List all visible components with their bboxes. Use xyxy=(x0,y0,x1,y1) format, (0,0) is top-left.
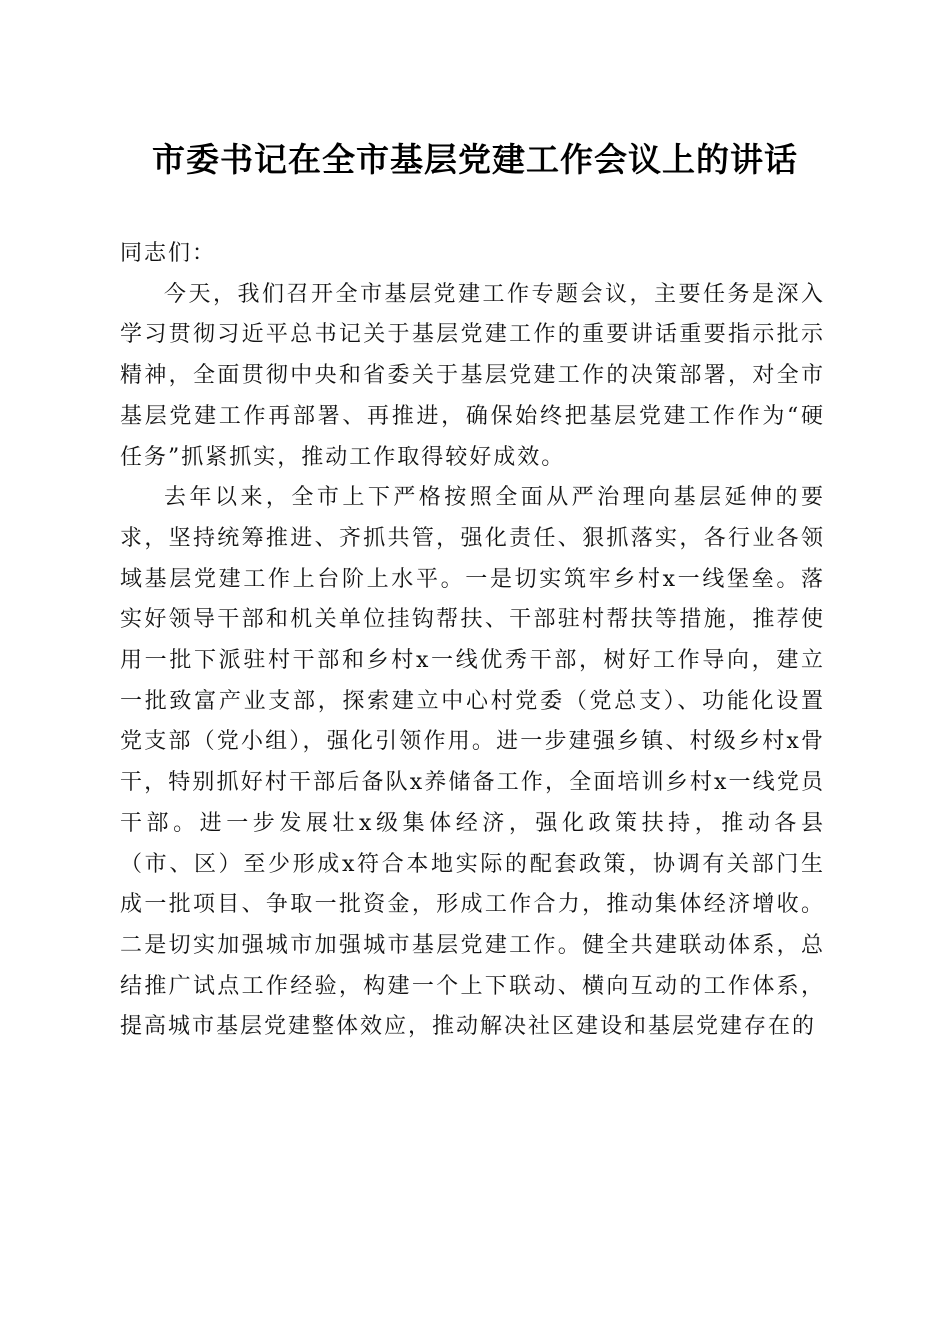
document-title: 市委书记在全市基层党建工作会议上的讲话 xyxy=(152,140,798,179)
salutation: 同志们： xyxy=(120,241,217,266)
paragraph-2: 去年以来，全市上下严格按照全面从严治理向基层延伸的要求，坚持统筹推进、齐抓共管，强化责任、狠抓落实，各行业各领域基层党建工作上台阶上水平。一是切实筑牢乡村x一线堡垒。落实好领导干部和机关单位挂钩帮扶、干部驻村帮扶等措施，推荐使用一批下派驻村干部和乡村x一线优秀干部，树好工作导向，建立一批致富产业支部，探索建立中心村党委（党总支）、功能化设置党支部（党小组），强化引领作用。进一步建强乡镇、村级乡村x骨干，特别抓好村干部后备队x养储备工作，全面培训乡村x一线党员干部。进一步发展壮x级集体经济，强化政策扶持，推动各县（市、区）至少形成x符合本地实际的配套政策，协调有关部门生成一批项目、争取一批资金，形成工作合力，推动集体经济增收。二是切实加强城市加强城市基层党建工作。健全共建联动体系，总结推广试点工作经验，构建一个上下联动、横向互动的工作体系，提高城市基层党建整体效应，推动解决社区建设和基层党建存在的 xyxy=(120,485,825,1040)
document-body xyxy=(120,234,825,1048)
paragraph-1: 今天，我们召开全市基层党建工作专题会议，主要任务是深入学习贯彻习近平总书记关于基层党建工作的重要讲话重要指示批示精神，全面贯彻中央和省委关于基层党建工作的决策部署，对全市基层党建工作再部署、再推进，确保始终把基层党建工作作为“硬任务”抓紧抓实，推动工作取得较好成效。 xyxy=(120,281,825,470)
